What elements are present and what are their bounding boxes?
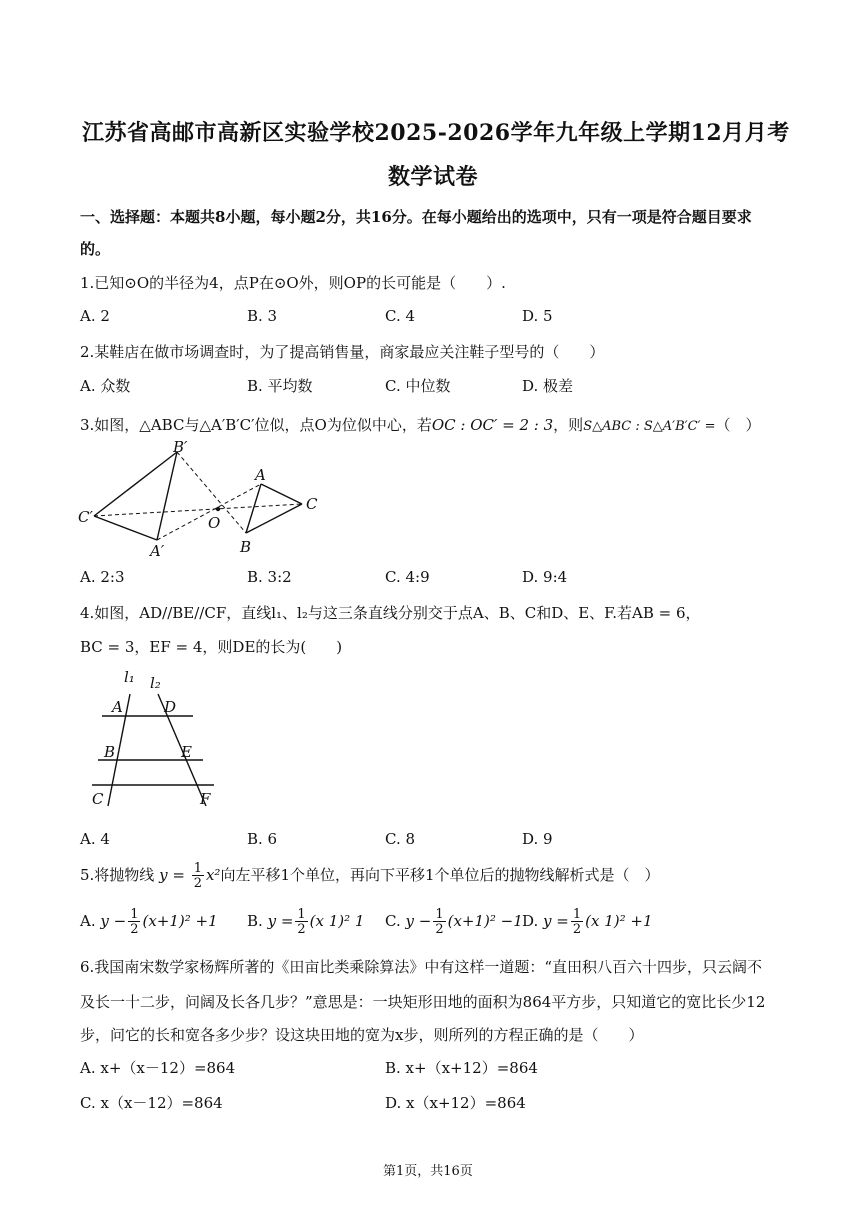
q5-b-label: B.: [247, 912, 263, 930]
section-header-cont: 的。: [80, 240, 111, 258]
q5-c-frac: $\frac{1}{2}$: [435, 907, 444, 937]
q6-option-c: C. x（x－12）=864: [80, 1094, 223, 1112]
q5-b-post: (x 1)² 1: [309, 912, 365, 930]
page-subtitle: 数学试卷: [388, 164, 479, 190]
q1-option-a: A. 2: [80, 307, 110, 325]
q3-option-a: A. 2:3: [80, 568, 125, 586]
question-2-stem: 2.某鞋店在做市场调查时，为了提高销售量，商家最应关注鞋子型号的（ ）: [80, 343, 605, 361]
q3-label-b: B: [240, 538, 252, 556]
q4-label-e: E: [181, 743, 192, 761]
q3-stem-a: 3.如图，△ABC与△A′B′C′位似，点O为位似中心，若: [80, 416, 432, 434]
question-6-line2: 及长一十二步，问阔及长各几步？”意思是：一块矩形田地的面积为864平方步，只知道它的宽比长少12: [80, 993, 766, 1011]
q5-d-frac: $\frac{1}{2}$: [572, 907, 582, 937]
q5-option-c: [385, 908, 523, 936]
question-1-stem: 1.已知⊙O的半径为4，点P在⊙O外，则OP的长可能是（ ）.: [80, 274, 506, 292]
q4-label-f: F: [200, 790, 211, 808]
q4-figure: [88, 664, 222, 814]
q5-a-post: (x+1)² +1: [142, 912, 218, 930]
q1-option-b: B. 3: [247, 307, 278, 325]
question-6-line3: 步，问它的长和宽各多少步？设这块田地的宽为x步，则所列的方程正确的是（ ）: [80, 1026, 644, 1044]
q4-label-a: A: [112, 698, 123, 716]
q3-option-d: D. 9:4: [522, 568, 568, 586]
question-4-stem-line1: 4.如图，AD//BE//CF，直线l₁、l₂与这三条直线分别交于点A、B、C和D、E、F.若AB = 6，: [80, 604, 701, 622]
q5-c-label: C.: [385, 912, 401, 930]
q5-b-pre: y =: [267, 912, 294, 930]
q1-option-c: C. 4: [385, 307, 416, 325]
q5-a-frac: $\frac{1}{2}$: [130, 907, 139, 937]
q3-ratio: OC : OC′ = 2 : 3: [431, 416, 554, 434]
q6-option-a: A. x+（x－12）=864: [80, 1059, 236, 1077]
q4-label-c: C: [92, 790, 104, 808]
q6-option-d: D. x（x+12）=864: [385, 1094, 526, 1112]
question-6-line1: 6.我国南宋数学家杨辉所著的《田亩比类乘除算法》中有这样一道题：“直田积八百六十四步，只云阔不: [80, 958, 762, 976]
q3-area-ratio: S△ABC : S△A′B′C′ =: [583, 419, 716, 434]
q5-b-frac: $\frac{1}{2}$: [297, 907, 306, 937]
q5-d-post: (x 1)² +1: [585, 912, 653, 930]
q4-label-l1: l₁: [124, 668, 135, 686]
q6-option-b: B. x+（x+12）=864: [385, 1059, 538, 1077]
q5-d-label: D.: [522, 912, 539, 930]
q2-option-b: B. 平均数: [247, 377, 313, 395]
question-5-stem: [80, 862, 660, 890]
q5-c-post: (x+1)² −1: [447, 912, 523, 930]
q5-frac-num: 1: [193, 861, 202, 876]
q2-option-c: C. 中位数: [385, 377, 451, 395]
q4-option-a: A. 4: [80, 830, 110, 848]
question-3-stem: [80, 414, 761, 435]
question-4-stem-line2: BC = 3，EF = 4，则DE的长为( ): [80, 638, 343, 656]
q5-stem-a: 5.将抛物线: [80, 866, 155, 884]
q3-figure: [78, 440, 338, 560]
q5-stem-b: 向左平移1个单位，再向下平移1个单位后的抛物线解析式是（ ）: [220, 866, 660, 884]
q4-label-l2: l₂: [150, 674, 161, 692]
q4-label-b: B: [104, 743, 116, 761]
q5-expr-post: x²: [205, 866, 221, 884]
q3-option-c: C. 4:9: [385, 568, 430, 586]
q3-stem-b: ，则: [553, 416, 584, 434]
q5-a-pre: y −: [100, 912, 127, 930]
q3-stem-c: （ ）: [715, 416, 761, 434]
q3-label-o: O: [208, 514, 221, 532]
q5-d-pre: y =: [543, 912, 569, 930]
q2-option-d: D. 极差: [522, 377, 574, 395]
q3-label-a: A: [255, 466, 266, 484]
q5-c-pre: y −: [405, 912, 432, 930]
q5-frac-den: 2: [193, 876, 202, 891]
q2-option-a: A. 众数: [80, 377, 131, 395]
q3-option-b: B. 3:2: [247, 568, 292, 586]
q5-option-d: [522, 908, 653, 936]
q3-label-c: C: [306, 495, 318, 513]
q5-fraction: [192, 862, 204, 890]
page-title: 江苏省高邮市高新区实验学校2025-2026学年九年级上学期12月月考: [82, 120, 790, 146]
q5-option-a: [80, 908, 218, 936]
q1-option-d: D. 5: [522, 307, 553, 325]
q4-option-c: C. 8: [385, 830, 416, 848]
q4-option-d: D. 9: [522, 830, 553, 848]
q5-a-label: A.: [80, 912, 96, 930]
q4-option-b: B. 6: [247, 830, 278, 848]
q5-option-b: [247, 908, 364, 936]
q4-label-d: D: [164, 698, 177, 716]
q3-label-bprime: B′: [173, 440, 188, 456]
q3-label-aprime: A′: [150, 542, 165, 560]
q3-label-cprime: C′: [78, 508, 93, 526]
section-header: 一、选择题：本题共8小题，每小题2分，共16分。在每小题给出的选项中，只有一项是符合题目要求: [80, 208, 752, 226]
page-footer: 第1页，共16页: [383, 1164, 473, 1179]
q5-expr-pre: y =: [159, 866, 185, 884]
